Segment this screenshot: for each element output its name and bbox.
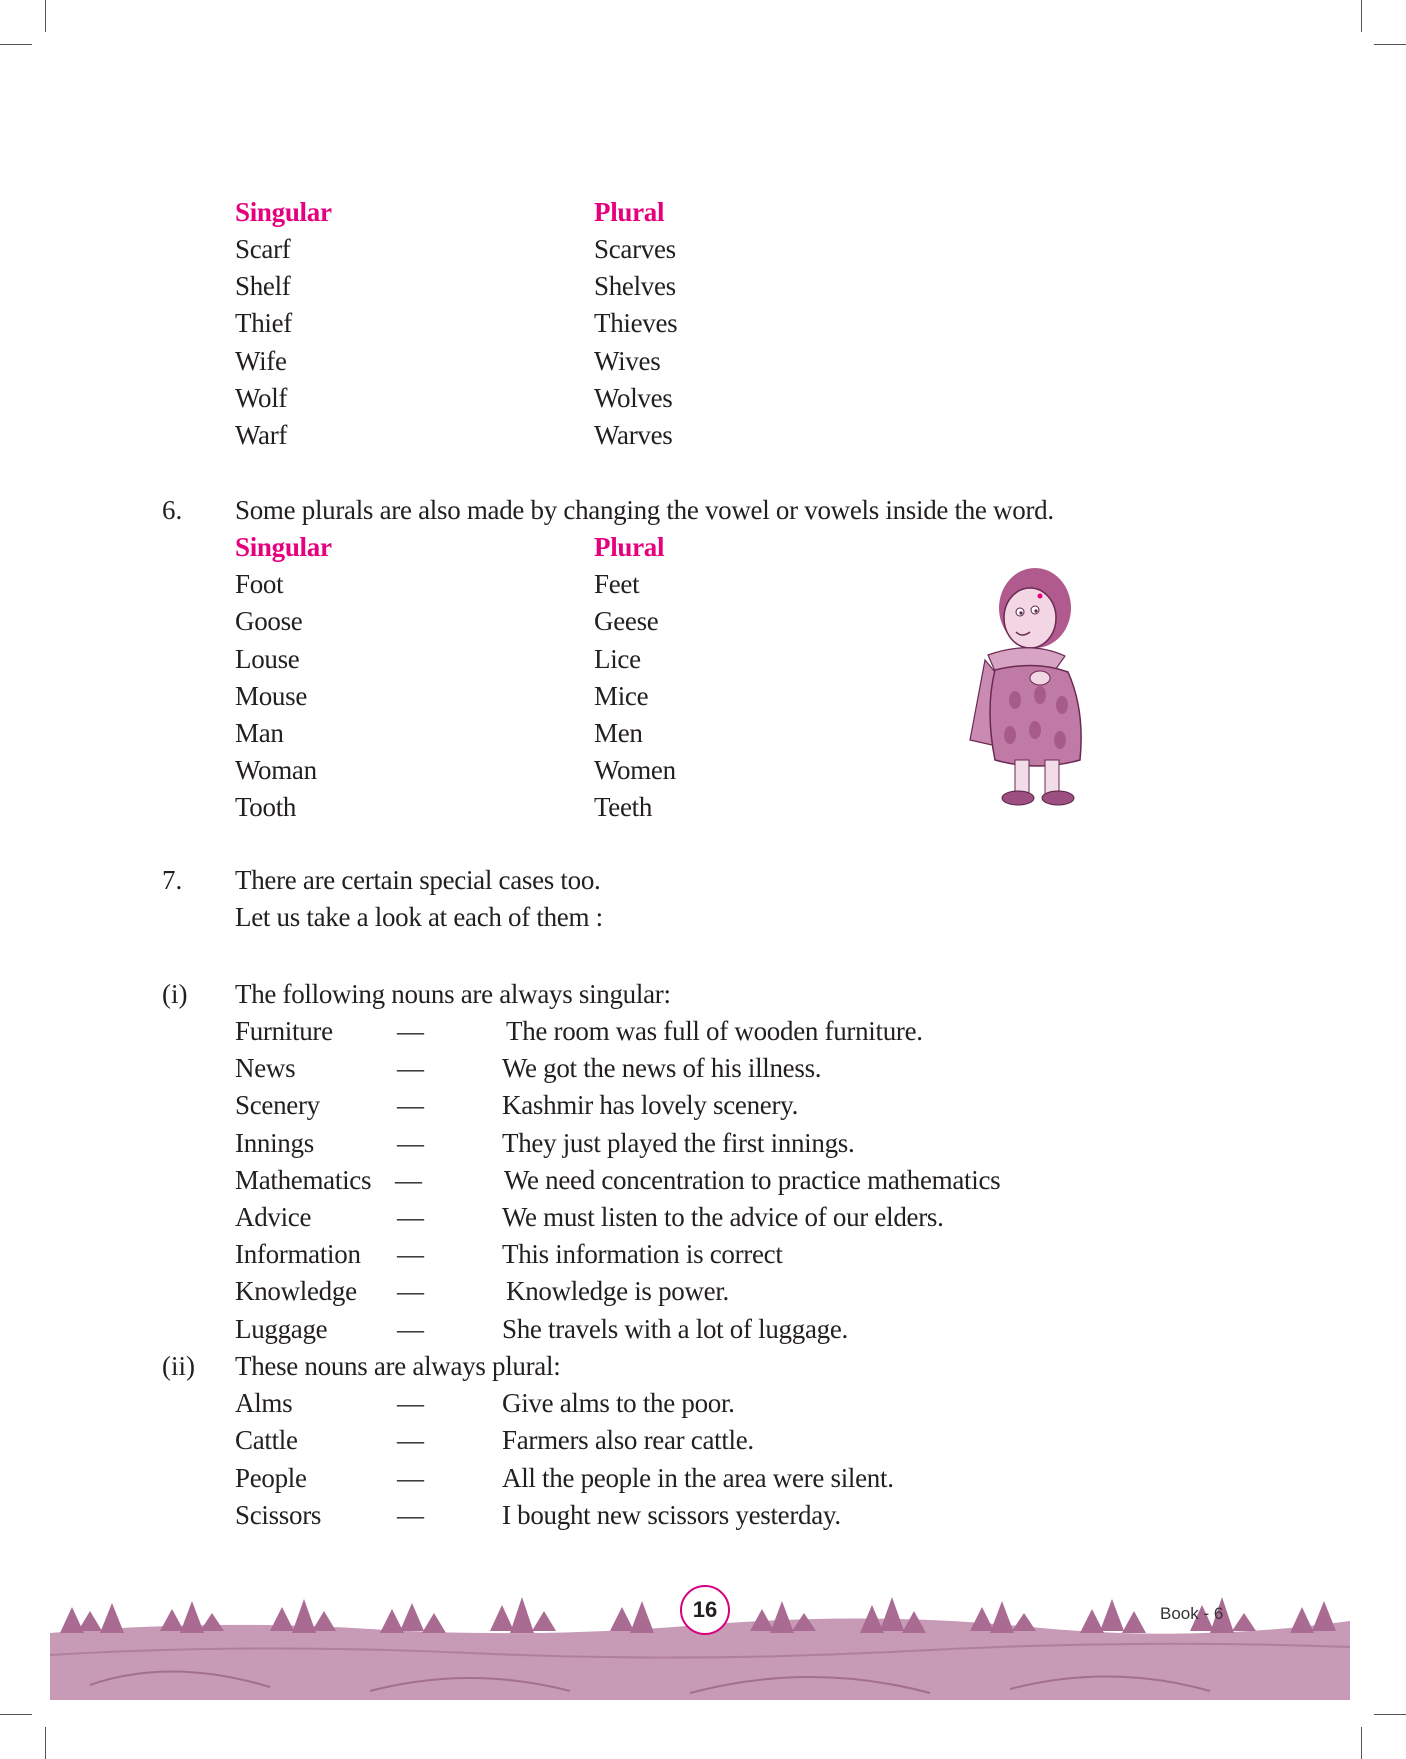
example-sentence: The room was full of wooden furniture.: [506, 1016, 923, 1046]
section-number: 7.: [162, 865, 183, 895]
dash: —: [395, 1165, 422, 1195]
noun-word: Scenery: [235, 1090, 320, 1120]
example-sentence: All the people in the area were silent.: [502, 1463, 894, 1493]
dash: —: [397, 1388, 424, 1418]
header-plural: Plural: [594, 197, 665, 227]
crop-mark: [1361, 1727, 1362, 1759]
dash: —: [397, 1239, 424, 1269]
part-title: The following nouns are always singular:: [235, 979, 671, 1009]
section-number: 6.: [162, 495, 183, 525]
singular-word: Wife: [235, 346, 287, 376]
noun-word: Mathematics: [235, 1165, 372, 1195]
singular-word: Louse: [235, 644, 300, 674]
crop-mark: [1374, 44, 1406, 45]
dash: —: [397, 1016, 424, 1046]
singular-word: Tooth: [235, 792, 297, 822]
crop-mark: [45, 1727, 46, 1759]
example-sentence: We got the news of his illness.: [502, 1053, 822, 1083]
header-singular: Singular: [235, 532, 332, 562]
noun-word: Cattle: [235, 1425, 298, 1455]
example-sentence: Knowledge is power.: [506, 1276, 730, 1306]
noun-word: Scissors: [235, 1500, 322, 1530]
singular-word: Scarf: [235, 234, 291, 264]
section-text: Some plurals are also made by changing the vowel or vowels inside the word.: [235, 495, 1054, 525]
dash: —: [397, 1202, 424, 1232]
example-sentence: This information is correct: [502, 1239, 783, 1269]
noun-word: Alms: [235, 1388, 293, 1418]
header-singular: Singular: [235, 197, 332, 227]
example-sentence: Farmers also rear cattle.: [502, 1425, 754, 1455]
singular-word: Foot: [235, 569, 284, 599]
plural-word: Warves: [594, 420, 673, 450]
plural-word: Men: [594, 718, 643, 748]
example-sentence: She travels with a lot of luggage.: [502, 1314, 848, 1344]
part-title: These nouns are always plural:: [235, 1351, 561, 1381]
example-sentence: We must listen to the advice of our elders.: [502, 1202, 944, 1232]
plural-word: Geese: [594, 606, 659, 636]
noun-word: Furniture: [235, 1016, 333, 1046]
noun-word: Innings: [235, 1128, 314, 1158]
section-text: Let us take a look at each of them :: [235, 902, 603, 932]
dash: —: [397, 1090, 424, 1120]
singular-word: Man: [235, 718, 284, 748]
dash: —: [397, 1314, 424, 1344]
noun-word: People: [235, 1463, 307, 1493]
example-sentence: They just played the first innings.: [502, 1128, 855, 1158]
noun-word: Luggage: [235, 1314, 328, 1344]
book-label: Book - 6: [1160, 1604, 1224, 1623]
plural-word: Thieves: [594, 308, 678, 338]
crop-mark: [0, 1714, 32, 1715]
plural-word: Shelves: [594, 271, 676, 301]
singular-word: Shelf: [235, 271, 291, 301]
dash: —: [397, 1500, 424, 1530]
plural-word: Lice: [594, 644, 641, 674]
dash: —: [397, 1425, 424, 1455]
dash: —: [397, 1053, 424, 1083]
crop-mark: [45, 0, 46, 32]
example-sentence: We need concentration to practice mathematics: [504, 1165, 1001, 1195]
plural-word: Feet: [594, 569, 640, 599]
singular-word: Woman: [235, 755, 317, 785]
part-number: (ii): [162, 1351, 195, 1381]
example-sentence: Kashmir has lovely scenery.: [502, 1090, 799, 1120]
plural-word: Wives: [594, 346, 661, 376]
plural-word: Teeth: [594, 792, 653, 822]
plural-word: Wolves: [594, 383, 673, 413]
part-number: (i): [162, 979, 188, 1009]
noun-word: Advice: [235, 1202, 312, 1232]
singular-word: Warf: [235, 420, 288, 450]
section-text: There are certain special cases too.: [235, 865, 601, 895]
plural-word: Mice: [594, 681, 649, 711]
singular-word: Goose: [235, 606, 303, 636]
dash: —: [397, 1463, 424, 1493]
crop-mark: [1374, 1714, 1406, 1715]
noun-word: News: [235, 1053, 296, 1083]
singular-word: Wolf: [235, 383, 288, 413]
plural-word: Women: [594, 755, 676, 785]
singular-word: Mouse: [235, 681, 307, 711]
plural-word: Scarves: [594, 234, 676, 264]
example-sentence: Give alms to the poor.: [502, 1388, 735, 1418]
header-plural: Plural: [594, 532, 665, 562]
noun-word: Knowledge: [235, 1276, 357, 1306]
crop-mark: [0, 44, 32, 45]
singular-word: Thief: [235, 308, 292, 338]
dash: —: [397, 1276, 424, 1306]
page-number: 16: [680, 1585, 730, 1635]
noun-word: Information: [235, 1239, 361, 1269]
dash: —: [397, 1128, 424, 1158]
crop-mark: [1361, 0, 1362, 32]
woman-illustration: [940, 560, 1100, 820]
example-sentence: I bought new scissors yesterday.: [502, 1500, 841, 1530]
